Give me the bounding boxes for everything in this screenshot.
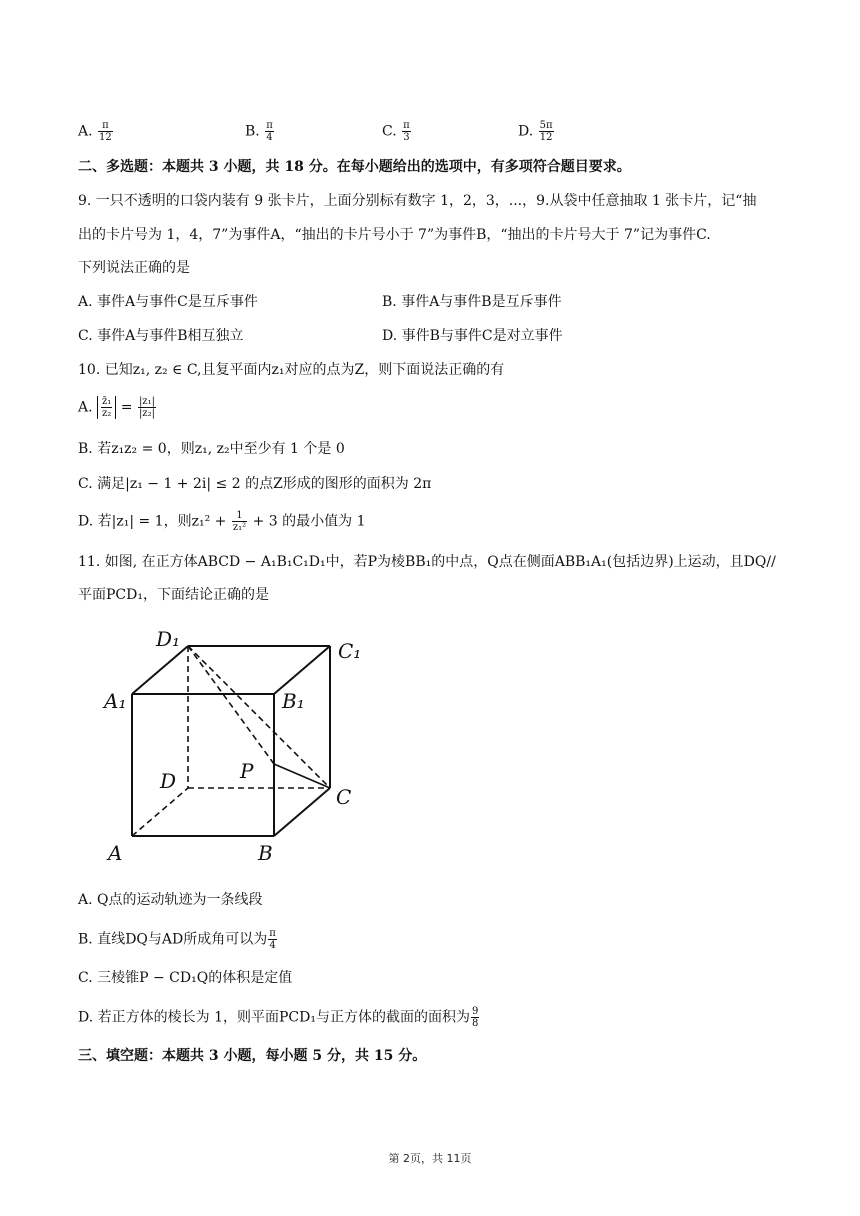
option-prefix: D. 若正方体的棱长为 1，则平面PCD₁与正方体的截面的面积为 xyxy=(78,1009,470,1026)
cube-figure xyxy=(96,622,386,872)
numerator: π xyxy=(403,120,410,131)
option-letter: B. xyxy=(245,123,260,140)
numerator: 9 xyxy=(471,1006,479,1017)
q9-option-d: D. 事件B与事件C是对立事件 xyxy=(382,328,563,344)
edge-ad-hidden xyxy=(132,788,188,836)
fraction xyxy=(471,1006,479,1029)
page-footer: 第 2页，共 11页 xyxy=(388,1152,472,1165)
denominator: |z₂| xyxy=(138,408,155,419)
q8-option-b xyxy=(245,120,275,143)
label-d: D xyxy=(160,769,177,793)
line-pc xyxy=(274,764,330,788)
label-b: B xyxy=(258,841,273,865)
denominator: 12 xyxy=(539,132,553,143)
label-a: A xyxy=(108,841,123,865)
numerator: 5π xyxy=(539,120,553,131)
q9-option-a: A. 事件A与事件C是互斥事件 xyxy=(78,294,258,310)
edge-bc xyxy=(274,788,330,836)
q11-option-b xyxy=(78,928,278,951)
q10-option-c: C. 满足|z₁ − 1 + 2i| ≤ 2 的点Z形成的图形的面积为 2π xyxy=(78,476,432,492)
denominator: 8 xyxy=(471,1018,479,1029)
numerator: z̄₁ xyxy=(102,396,112,407)
numerator: π xyxy=(98,120,113,132)
q9-stem-line2: 出的卡片号为 1，4，7”为事件A，“抽出的卡片号小于 7”为事件B，“抽出的卡片号大于 7”记为事件C. xyxy=(78,227,711,243)
q10-option-b: B. 若z₁z₂ = 0，则z₁, z₂中至少有 1 个是 0 xyxy=(78,441,345,457)
fraction xyxy=(265,120,274,143)
option-prefix: D. 若|z₁| = 1，则z₁² + xyxy=(78,513,231,530)
label-b1: B₁ xyxy=(282,689,305,713)
fraction xyxy=(268,928,277,951)
label-c: C xyxy=(336,785,352,809)
option-letter: C. xyxy=(382,123,397,140)
q11-stem-line2: 平面PCD₁，下面结论正确的是 xyxy=(78,587,269,603)
q10-stem: 10. 已知z₁, z₂ ∈ C,且复平面内z₁对应的点为Z，则下面说法正确的有 xyxy=(78,362,505,378)
fraction xyxy=(539,120,554,143)
q9-stem-line3: 下列说法正确的是 xyxy=(78,260,190,276)
label-p: P xyxy=(240,759,254,783)
q11-option-a: A. Q点的运动轨迹为一条线段 xyxy=(78,892,263,908)
numerator: 1 xyxy=(232,510,247,522)
fraction xyxy=(101,396,112,419)
numerator: π xyxy=(269,928,276,939)
q8-option-c xyxy=(382,120,412,143)
numerator: |z₁| xyxy=(138,396,155,407)
line-d1p xyxy=(188,646,274,764)
denominator: 4 xyxy=(269,940,276,951)
q8-option-d xyxy=(518,120,555,143)
fraction xyxy=(138,396,156,419)
q9-stem-line1: 9. 一只不透明的口袋内装有 9 张卡片，上面分别标有数字 1，2，3，...，9.从袋中任意抽取 1 张卡片，记“抽 xyxy=(78,193,757,209)
section-heading: 三、填空题：本题共 3 小题，每小题 5 分，共 15 分。 xyxy=(78,1048,427,1064)
q11-option-c: C. 三棱锥P − CD₁Q的体积是定值 xyxy=(78,970,293,986)
label-c1: C₁ xyxy=(338,639,362,663)
option-suffix: + 3 的最小值为 1 xyxy=(248,513,366,530)
q10-option-d xyxy=(78,510,365,533)
denominator: 12 xyxy=(99,132,112,143)
label-d1: D₁ xyxy=(156,627,181,651)
denominator: z₂ xyxy=(102,408,112,419)
q11-option-d xyxy=(78,1006,480,1029)
q9-option-c: C. 事件A与事件B相互独立 xyxy=(78,328,244,344)
abs-value xyxy=(97,396,116,419)
fraction xyxy=(98,120,113,143)
equals: = xyxy=(116,399,137,416)
q11-stem-line1: 11. 如图, 在正方体ABCD − A₁B₁C₁D₁中，若P为棱BB₁的中点，Q点在侧面ABB₁A₁(包括边界)上运动，且DQ// xyxy=(78,554,776,570)
option-letter: D. xyxy=(518,123,534,140)
edge-a1d1 xyxy=(132,646,188,694)
q8-option-a xyxy=(78,120,114,143)
denominator: 3 xyxy=(403,132,410,143)
denominator: z₁² xyxy=(232,522,247,533)
fraction xyxy=(232,510,247,533)
q10-option-a xyxy=(78,396,157,419)
option-prefix: B. 直线DQ与AD所成角可以为 xyxy=(78,931,268,948)
option-prefix: A. xyxy=(78,399,98,416)
section-heading: 二、多选题：本题共 3 小题，共 18 分。在每小题给出的选项中，有多项符合题目要求。 xyxy=(78,159,631,175)
edge-b1c1 xyxy=(274,646,330,694)
numerator: π xyxy=(266,120,273,131)
fraction xyxy=(402,120,411,143)
denominator: 4 xyxy=(266,132,273,143)
option-letter: A. xyxy=(78,123,93,140)
line-d1c xyxy=(188,646,330,788)
q9-option-b: B. 事件A与事件B是互斥事件 xyxy=(382,294,562,310)
label-a1: A₁ xyxy=(104,689,127,713)
